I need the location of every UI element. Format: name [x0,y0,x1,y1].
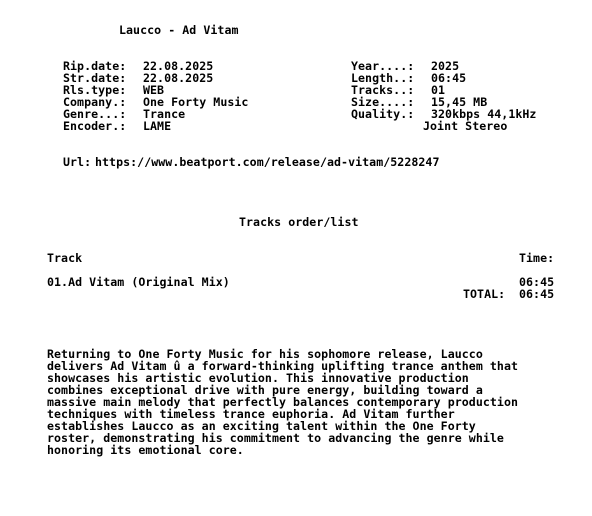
tracks-count-value: 01 [431,83,446,97]
total-label: TOTAL: [463,287,506,301]
company-label: Company.: [63,95,127,109]
rls-type-label: Rls.type: [63,83,127,97]
description-line: establishes Laucco as an exciting talent within the One Forty [47,419,476,433]
rls-type-value: WEB [143,83,165,97]
size-label: Size....: [351,95,415,109]
description-line: combines exceptional drive with pure energy, building toward a [47,383,483,397]
tracks-count-label: Tracks..: [351,83,415,97]
description-line: delivers Ad Vitam û a forward-thinking uplifting trance anthem that [47,359,519,373]
release-title: Laucco - Ad Vitam [119,23,239,37]
length-value: 06:45 [431,71,467,85]
time-column-header: Time: [519,251,555,265]
year-value: 2025 [431,59,460,73]
rip-date-value: 22.08.2025 [143,59,214,73]
quality-value: 320kbps 44,1kHz [431,107,537,121]
total-value: 06:45 [519,287,555,301]
description-line: massive main melody that perfectly balances contemporary production [47,395,519,409]
description-line: roster, demonstrating his commitment to advancing the genre while [47,431,504,445]
track-name: 01.Ad Vitam (Original Mix) [47,275,230,289]
stereo-mode-value: Joint Stereo [423,119,508,133]
genre-value: Trance [143,107,186,121]
encoder-value: LAME [143,119,172,133]
length-label: Length..: [351,71,415,85]
description-line: showcases his artistic evolution. This innovative production [47,371,469,385]
year-label: Year....: [351,59,415,73]
description-line: Returning to One Forty Music for his sophomore release, Laucco [47,347,483,361]
encoder-label: Encoder.: [63,119,127,133]
size-value: 15,45 MB [431,95,488,109]
company-value: One Forty Music [143,95,249,109]
quality-label: Quality.: [351,107,415,121]
rip-date-label: Rip.date: [63,59,127,73]
release-url-link[interactable]: https://www.beatport.com/release/ad-vitam/5228247 [95,155,440,169]
url-label: Url: [63,155,92,169]
str-date-label: Str.date: [63,71,127,85]
description-line: honoring its emotional core. [47,443,244,457]
tracks-heading: Tracks order/list [239,215,359,229]
genre-label: Genre...: [63,107,127,121]
track-column-header: Track [47,251,83,265]
track-time: 06:45 [519,275,555,289]
str-date-value: 22.08.2025 [143,71,214,85]
description-line: techniques with timeless trance euphoria. Ad Vitam further [47,407,455,421]
